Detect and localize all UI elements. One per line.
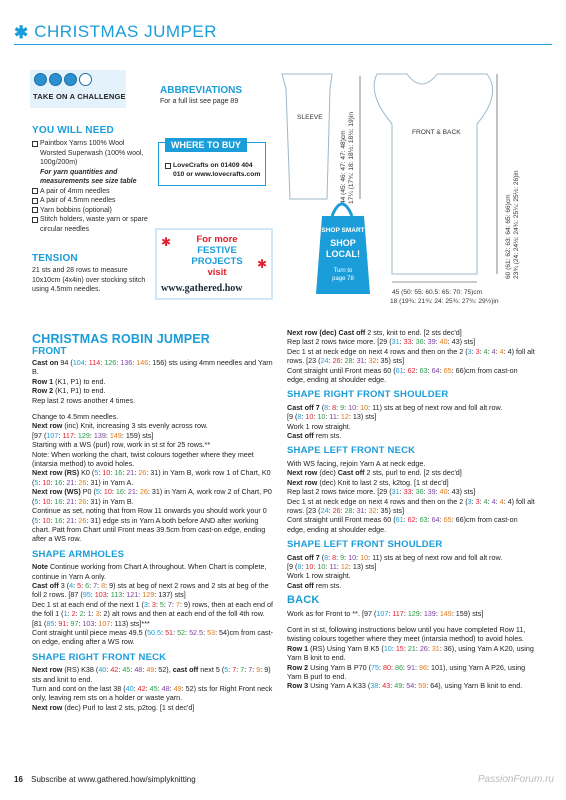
page-title: CHRISTMAS JUMPER	[34, 22, 217, 41]
yarn-ball-empty-icon	[79, 73, 92, 86]
abbreviations	[160, 85, 242, 105]
checkbox-icon	[32, 207, 38, 213]
where-to-buy-heading: WHERE TO BUY	[165, 138, 247, 152]
width-cm: 45 (50: 55: 60.5: 65: 70: 75)cm	[392, 289, 483, 296]
front-heading: FRONT	[32, 346, 67, 357]
checkbox-icon	[32, 141, 38, 147]
tension-heading: TENSION	[32, 253, 78, 264]
festive-text: For more FESTIVE PROJECTS visit	[191, 234, 243, 278]
shape-right-front-neck-heading: SHAPE RIGHT FRONT NECK	[32, 651, 167, 663]
shop-smart-bag	[316, 204, 370, 294]
challenge-badge	[30, 70, 126, 108]
front-back-label: FRONT & BACK	[412, 129, 461, 136]
yarn-ball-icon	[49, 73, 62, 86]
list-item: Yarn bobbins (optional)	[32, 206, 150, 216]
garment-diagram	[272, 64, 552, 314]
watermark: PassionForum.ru	[477, 774, 554, 785]
svg-text:LOCAL!: LOCAL!	[326, 249, 360, 259]
back-heading: BACK	[287, 594, 320, 607]
list-item: Stitch holders, waste yarn or spare circular needles	[32, 215, 150, 234]
svg-text:SHOP SMART: SHOP SMART	[321, 227, 365, 234]
sleeve-outline	[282, 74, 332, 199]
you-will-need	[32, 125, 150, 234]
snowflake-icon: ✱	[161, 235, 172, 249]
body-length-cm: 60 (61: 62: 63: 64: 65: 66)cm	[505, 194, 512, 279]
subscribe-text[interactable]: Subscribe at www.gathered.how/simplyknitting	[31, 775, 196, 784]
body-length-in: 23¾ (24: 24½: 24¾: 25¼: 25½: 26)in	[513, 170, 520, 279]
where-to-buy-box	[158, 142, 266, 186]
pattern-title: CHRISTMAS ROBIN JUMPER	[32, 332, 211, 346]
shape-right-front-shoulder-heading: SHAPE RIGHT FRONT SHOULDER	[287, 389, 449, 401]
front-back-outline	[374, 74, 492, 274]
pattern-left-column: Cast on 94 (104: 114: 126: 136: 146: 156) sts using 4mm needles and Yarn B. Row 1 (K1, P1) to end. Row 2 (K1, P1) to end. Rep last 2 rows another 4 times. Change to 4.5mm needles. Next row (inc) Knit, increasing 3 sts evenly across row. [97 (107: 117: 129: 139: 149: 159) sts] Starting with a WS (purl) row, work in st st for 25 rows.** Note: When working the chart, twist colours together where they meet (intarsia method) to avoid holes. Next row (RS) K0 (5: 10: 16: 21: 26: 31) in Yarn B, work row 1 of Chart, K0 (5: 10: 16: 21: 26: 31) in Yarn A. Next row (WS) P0 (5: 10: 16: 21: 26: 31) in Yarn A, work row 2 of Chart, P0 (5: 10: 16: 21: 26: 31) in Yarn B. Continue as set, noting that from Row 11 onwards you should work your 0 (5: 10: 16: 21: 26: 31) edge sts in Yarn A both before AND after working chart. Patt from Chart until Front meas 39.5cm from cast-on edge, ending after a WS row. SHAPE ARMHOLES Note Continue working from Chart A throughout. When Chart is complete, continue in Yarn A only. Cast off 3 (4: 5: 6: 7: 8: 9) sts at beg of next 2 rows and 2 sts at beg of the foll 2 rows. [87 (95: 103: 113: 121: 129: 137) sts] Dec 1 st at each end of the next 1 (3: 3: 5: 7: 7: 9) rows, then at each end of the foll 1 (1: 2: 2: 1: 3: 2) alt rows and then at each end of the foll 4th row. [81 (85: 91: 97: 103: 107: 113) sts]*** Cont straight until piece meas 49.5 (50.5: 51: 52: 52.5: 53: 54)cm from cast-on edge, ending after a WS row. SHAPE RIGHT FRONT NECK Next row (RS) K38 (40: 42: 45: 48: 49: 52), cast off next 5 (5: 7: 7: 7: 9: 9) sts and knit to end. Turn and cont on the last 38 (40: 42: 45: 48: 49: 52) sts for Right Front neck only, leaving rem sts on a holder or waste yarn. Next row (dec) Purl to last 2 sts, p2tog. [1 st dec'd]	[32, 358, 273, 712]
checkbox-icon	[32, 188, 38, 194]
challenge-label: TAKE ON A CHALLENGE	[33, 92, 126, 101]
header-rule	[14, 44, 552, 45]
list-item: A pair of 4mm needles	[32, 187, 150, 197]
width-in: 18 (19¾: 21¾: 24: 25¾: 27¾: 29½)in	[390, 298, 499, 305]
svg-text:Turn to: Turn to	[333, 268, 353, 274]
checkbox-icon	[165, 163, 171, 169]
checkbox-icon	[32, 217, 38, 223]
tension-section	[32, 253, 150, 295]
abbreviations-body: For a full list see page 89	[160, 98, 239, 105]
page-footer	[14, 775, 196, 784]
page-number: 16	[14, 775, 23, 784]
where-to-buy-body: LoveCrafts on 01409 404 010 or www.lovecrafts.com	[165, 161, 260, 179]
sleeve-label: SLEEVE	[297, 114, 323, 121]
list-item: Paintbox Yarns 100% Wool Worsted Superwash (100% wool, 100g/200m)	[32, 139, 150, 168]
pattern-heading	[32, 332, 210, 357]
yarn-ball-icon	[34, 73, 47, 86]
sleeve-length-cm: 44 (45: 46: 47: 47: 48)cm	[340, 130, 347, 204]
shape-left-front-shoulder-heading: SHAPE LEFT FRONT SHOULDER	[287, 539, 443, 551]
shape-left-front-neck-heading: SHAPE LEFT FRONT NECK	[287, 445, 416, 457]
shape-armholes-heading: SHAPE ARMHOLES	[32, 548, 125, 560]
difficulty-rating	[34, 73, 92, 86]
sleeve-length-in: 17¼ (17¾: 18: 18½: 18½: 19)in	[348, 111, 355, 204]
you-will-need-heading: YOU WILL NEED	[32, 125, 114, 136]
list-item: A pair of 4.5mm needles	[32, 196, 150, 206]
checkbox-icon	[32, 198, 38, 204]
pattern-right-column: Next row (dec) Cast off 2 sts, knit to end. [2 sts dec'd] Rep last 2 rows twice more. [29 (31: 33: 36: 39: 40: 43) sts] Dec 1 st at neck edge on next 4 rows and then on the 2 (3: 3: 4: 4: 4: 4) foll alt rows. [23 (24: 26: 28: 31: 32: 35) sts] Cont straight until Front meas 60 (61: 62: 63: 64: 65: 66)cm from cast-on edge, ending at shoulder edge. SHAPE RIGHT FRONT SHOULDER Cast off 7 (8: 8: 9: 10: 10: 11) sts at beg of next row and foll alt row. [9 (8: 10: 10: 11: 12: 13) sts] Work 1 row straight. Cast off rem sts. SHAPE LEFT FRONT NECK With WS facing, rejoin Yarn A at neck edge. Next row (dec) Cast off 2 sts, purl to end. [2 sts dec'd] Next row (dec) Knit to last 2 sts, k2tog. [1 st dec'd] Rep last 2 rows twice more. [29 (31: 33: 36: 39: 40: 43) sts] Dec 1 st at neck edge on next 4 rows and then on the 2 (3: 3: 4: 4: 4: 4) foll alt rows. [23 (24: 26: 28: 31: 32: 35) sts] Cont straight until Front meas 60 (61: 62: 63: 64: 65: 66)cm from cast-on edge, ending at shoulder edge. SHAPE LEFT FRONT SHOULDER Cast off 7 (8: 8: 9: 10: 10: 11) sts at beg of next row and foll alt row. [9 (8: 10: 10: 11: 12: 13) sts] Work 1 row straight. Cast off rem sts. BACK Work as for Front to **. [97 (107: 117: 129: 139: 149: 159) sts] Cont in st st, following instructions below until you have completed Row 11, twisting colours together where they meet (intarsia method) to avoid holes. Row 1 (RS) Using Yarn B K5 (10: 15: 21: 26: 31: 36), using Yarn A K20, using Yarn B knit to end. Row 2 Using Yarn B P70 (75: 80: 86: 91: 96: 101), using Yarn A P26, using Yarn B purl to end. Row 3 Using Yarn A K33 (38: 43: 49: 54: 59: 64), using Yarn B knit to end.	[287, 328, 537, 691]
asterisk-icon: ✱	[14, 22, 29, 42]
festive-url[interactable]: www.gathered.how	[161, 283, 243, 294]
page-header	[14, 22, 217, 42]
snowflake-icon: ✱	[256, 257, 267, 271]
festive-projects-ad[interactable]	[155, 228, 273, 300]
tension-body: 21 sts and 28 rows to measure 10x10cm (4x4in) over stocking stitch using 4.5mm needles.	[32, 267, 146, 293]
size-note: For yarn quantities and measurements see size table	[40, 168, 137, 185]
yarn-ball-icon	[64, 73, 77, 86]
svg-text:SHOP: SHOP	[330, 238, 356, 248]
svg-text:page 78: page 78	[332, 276, 354, 282]
abbreviations-heading: ABBREVIATIONS	[160, 85, 243, 96]
